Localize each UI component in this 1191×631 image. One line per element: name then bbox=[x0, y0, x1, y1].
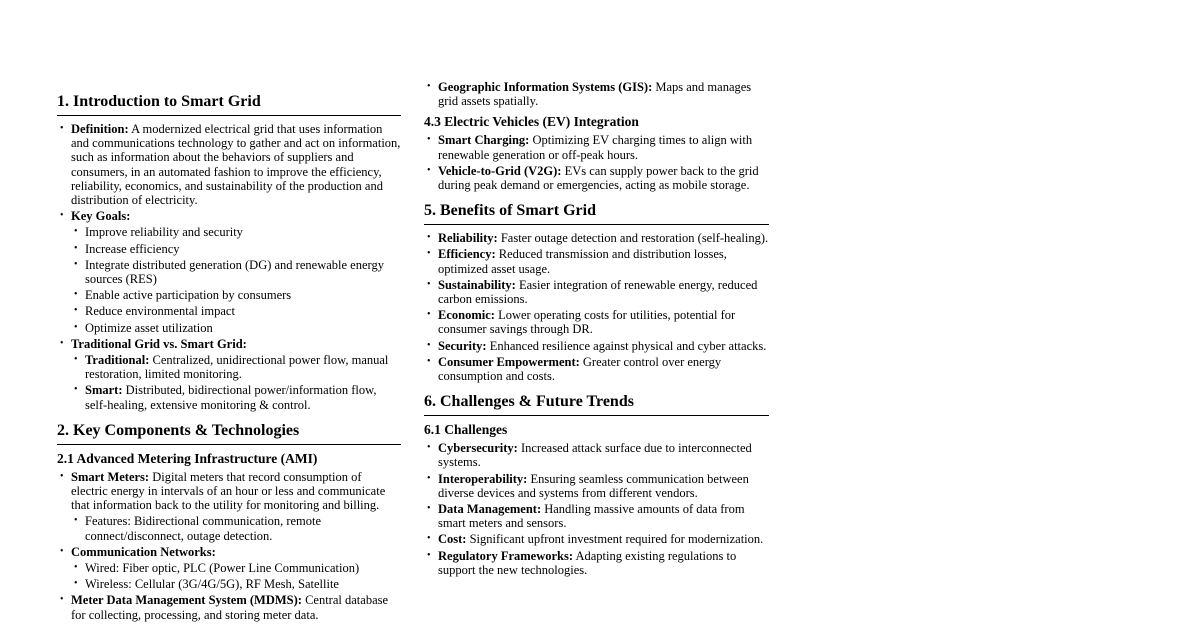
section-title: 5. Benefits of Smart Grid bbox=[424, 201, 769, 225]
list-item: • Interoperability: Ensuring seamless communication between diverse devices and systems from different vendors. bbox=[424, 472, 769, 500]
list-item: • Geographic Information Systems (GIS): Maps and manages grid assets spatially. bbox=[424, 80, 769, 108]
list-item: • Data Management: Handling massive amounts of data from smart meters and sensors. bbox=[424, 502, 769, 530]
list-item: • Traditional Grid vs. Smart Grid: • Traditional: Centralized, unidirectional power flow, manual restoration, limited monitoring. • Smart: Distributed, bidirectional power/information flow, self-healing, extensive monitoring & control. bbox=[57, 337, 401, 412]
list-item: • Traditional: Centralized, unidirectional power flow, manual restoration, limited monitoring. bbox=[71, 353, 401, 381]
section-benefits bbox=[424, 201, 769, 383]
intro-list bbox=[57, 122, 401, 412]
list-item: • Economic: Lower operating costs for utilities, potential for consumer savings through DR. bbox=[424, 308, 769, 336]
list-item: • Improve reliability and security bbox=[71, 225, 401, 239]
list-item: • Regulatory Frameworks: Adapting existing regulations to support the new technologies. bbox=[424, 549, 769, 577]
compare-list bbox=[71, 353, 401, 412]
list-item: • Smart: Distributed, bidirectional power/information flow, self-healing, extensive monitoring & control. bbox=[71, 383, 401, 411]
list-item: • Meter Data Management System (MDMS): Central database for collecting, processing, and storing meter data. bbox=[57, 593, 401, 621]
list-item: • Definition: A modernized electrical grid that uses information and communications technology to gather and act on information, such as information about the behaviors of suppliers and consumers, in an automated fashion to improve the efficiency, reliability, economics, and sustainability of the production and distribution of electricity. bbox=[57, 122, 401, 207]
gis-list bbox=[424, 80, 769, 108]
list-item: • Sustainability: Easier integration of renewable energy, reduced carbon emissions. bbox=[424, 278, 769, 306]
challenges-list bbox=[424, 441, 769, 577]
section-components bbox=[57, 421, 401, 622]
list-item: • Wired: Fiber optic, PLC (Power Line Communication) bbox=[71, 561, 401, 575]
list-item: • Integrate distributed generation (DG) and renewable energy sources (RES) bbox=[71, 258, 401, 286]
list-item: • Optimize asset utilization bbox=[71, 321, 401, 335]
list-item: • Cost: Significant upfront investment required for modernization. bbox=[424, 532, 769, 546]
subsection-title: 6.1 Challenges bbox=[424, 422, 508, 438]
list-item: • Communication Networks: • Wired: Fiber optic, PLC (Power Line Communication) • Wireless: Cellular (3G/4G/5G), RF Mesh, Satellite bbox=[57, 545, 401, 592]
list-item: • Increase efficiency bbox=[71, 242, 401, 256]
subsection-title: 4.3 Electric Vehicles (EV) Integration bbox=[424, 114, 639, 130]
list-item: • Reliability: Faster outage detection and restoration (self-healing). bbox=[424, 231, 769, 245]
list-item: • Reduce environmental impact bbox=[71, 304, 401, 318]
list-item: • Vehicle-to-Grid (V2G): EVs can supply power back to the grid during peak demand or emergencies, acting as mobile storage. bbox=[424, 164, 769, 192]
ami-list bbox=[57, 470, 401, 622]
section-introduction bbox=[57, 92, 401, 412]
list-item: • Features: Bidirectional communication, remote connect/disconnect, outage detection. bbox=[71, 514, 401, 542]
section-challenges bbox=[424, 392, 769, 577]
list-item: • Wireless: Cellular (3G/4G/5G), RF Mesh, Satellite bbox=[71, 577, 401, 591]
list-item: • Key Goals: • Improve reliability and security • Increase efficiency • Integrate distributed generation (DG) and renewable energy sources (RES) • Enable active participation by consumers • Reduce environmental impact • Optimize asset utilization bbox=[57, 209, 401, 335]
list-item: • Efficiency: Reduced transmission and distribution losses, optimized asset usage. bbox=[424, 247, 769, 275]
subsection-title: 2.1 Advanced Metering Infrastructure (AMI) bbox=[57, 450, 318, 466]
benefits-list bbox=[424, 231, 769, 383]
right-column bbox=[424, 80, 769, 586]
list-item: • Cybersecurity: Increased attack surface due to interconnected systems. bbox=[424, 441, 769, 469]
list-item: • Security: Enhanced resilience against physical and cyber attacks. bbox=[424, 339, 769, 353]
section-title: 6. Challenges & Future Trends bbox=[424, 392, 769, 416]
left-column bbox=[57, 92, 401, 631]
list-item: • Smart Charging: Optimizing EV charging times to align with renewable generation or off-peak hours. bbox=[424, 133, 769, 161]
section-title: 2. Key Components & Technologies bbox=[57, 421, 401, 445]
list-item: • Smart Meters: Digital meters that record consumption of electric energy in intervals of an hour or less and communicate that information back to the utility for monitoring and billing. • Features: Bidirectional communication, remote connect/disconnect, outage detection. bbox=[57, 470, 401, 543]
list-item: • Enable active participation by consumers bbox=[71, 288, 401, 302]
goals-list bbox=[71, 225, 401, 334]
section-title: 1. Introduction to Smart Grid bbox=[57, 92, 401, 116]
list-item: • Consumer Empowerment: Greater control over energy consumption and costs. bbox=[424, 355, 769, 383]
section-ev-integration bbox=[424, 114, 769, 192]
